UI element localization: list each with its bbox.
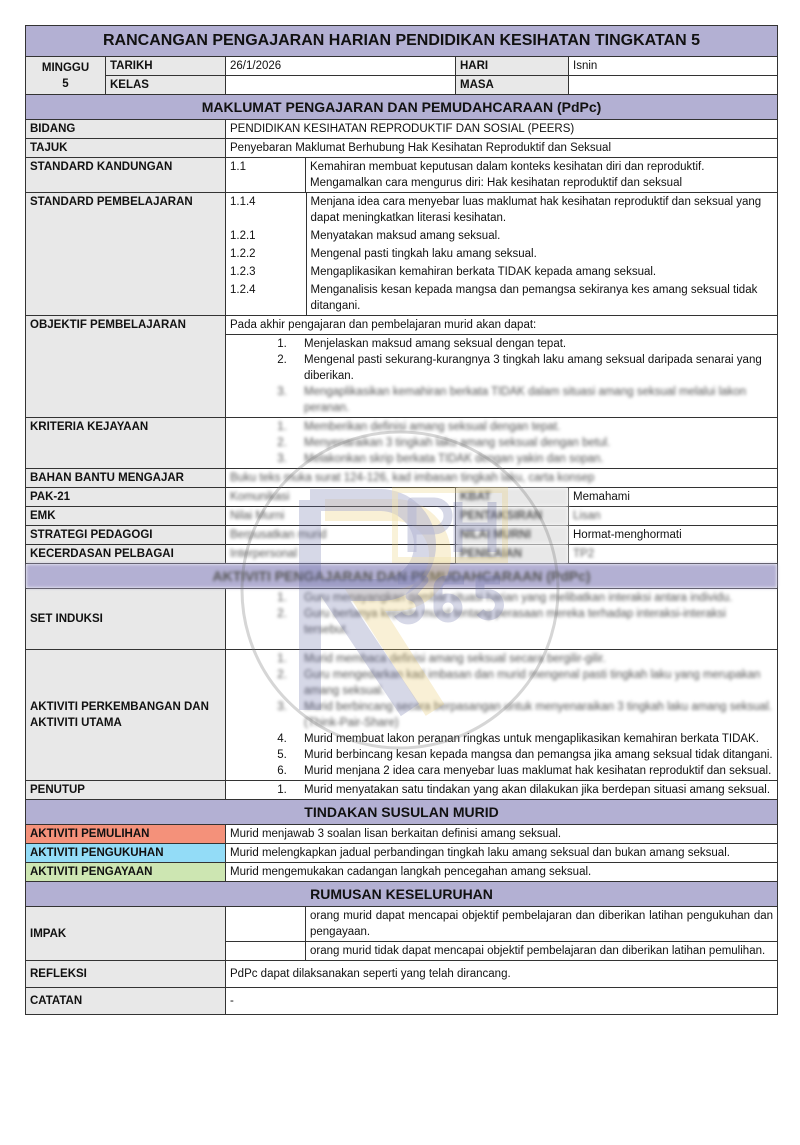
standard-kandungan-line: Mengamalkan cara mengurus diri: Hak kesihatan reproduktif dan seksual [310, 177, 683, 189]
hari-label: HARI [456, 57, 569, 76]
nilai-murni-label: NILAI MURNI [456, 526, 569, 545]
masa-value [569, 76, 778, 95]
kecerdasan-value: Interpersonal [226, 545, 456, 564]
bahan-label: BAHAN BANTU MENGAJAR [26, 469, 226, 488]
catatan-value: - [226, 988, 778, 1015]
sp-row [226, 245, 777, 263]
kelas-value [226, 76, 456, 95]
nilai-murni-value: Hormat-menghormati [569, 526, 778, 545]
penutup-label: PENUTUP [26, 781, 226, 800]
objektif-item: 3. Mengaplikasikan kemahiran berkata TIDAK dalam situasi amang seksual melalui lakon peranan. [290, 384, 773, 416]
impak-label: IMPAK [26, 907, 226, 961]
aktiviti-item: 5. Murid berbincang kesan kepada mangsa dan pemangsa jika amang seksual tidak ditangani. [290, 747, 773, 763]
bahan-value: Buku teks muka surat 124-126, kad imbasan tingkah laku, carta konsep [226, 469, 778, 488]
penilaian-value: TP2 [569, 545, 778, 564]
section-rumusan-header: RUMUSAN KESELURUHAN [26, 882, 778, 907]
impak-text-2: orang murid tidak dapat mencapai objektif pembelajaran dan diberikan latihan pemulihan. [306, 942, 778, 961]
aktiviti-utama-cell [226, 650, 778, 781]
objektif-list [230, 336, 773, 416]
sp-code: 1.2.4 [226, 281, 306, 315]
pengayaan-label: AKTIVITI PENGAYAAN [26, 863, 226, 882]
objektif-item: 2. Mengenal pasti sekurang-kurangnya 3 tingkah laku amang seksual daripada senarai yang diberikan. [290, 352, 773, 384]
kriteria-item: 2. Menyenaraikan 3 tingkah laku amang seksual dengan betul. [290, 435, 773, 451]
sp-text: Menjana idea cara menyebar luas maklumat hak kesihatan reproduktif dan seksual yang dapat meningkatkan literasi kesihatan. [310, 196, 762, 224]
aktiviti-item: 1. Murid membaca definisi amang seksual secara bergilir-gilir. [290, 651, 773, 667]
penutup-list [230, 782, 773, 798]
set-induksi-item: 1. Guru menayangkan gambar situasi harian yang melibatkan interaksi antara individu. [290, 590, 773, 606]
sp-row [226, 281, 777, 315]
refleksi-value: PdPc dapat dilaksanakan seperti yang telah dirancang. [226, 961, 778, 988]
kecerdasan-label: KECERDASAN PELBAGAI [26, 545, 226, 564]
kbat-value: Memahami [569, 488, 778, 507]
section-aktiviti-header: AKTIVITI PENGAJARAN DAN PEMUDAHCARAAN (PdPc) [26, 564, 778, 589]
tajuk-label: TAJUK [26, 139, 226, 158]
bidang-label: BIDANG [26, 120, 226, 139]
sp-row [226, 193, 777, 227]
aktiviti-utama-label: AKTIVITI PERKEMBANGAN DAN AKTIVITI UTAMA [26, 650, 226, 781]
objektif-list-cell [226, 335, 778, 418]
standard-kandungan-text [306, 158, 778, 193]
masa-label: MASA [456, 76, 569, 95]
set-induksi-cell [226, 589, 778, 650]
sp-code: 1.2.3 [226, 263, 306, 281]
pak21-value: Komunikasi [226, 488, 456, 507]
minggu-label: MINGGU [41, 61, 90, 74]
section-maklumat-header: MAKLUMAT PENGAJARAN DAN PEMUDAHCARAAN (PdPc) [26, 95, 778, 120]
standard-pembelajaran-label: STANDARD PEMBELAJARAN [26, 193, 226, 316]
sp-row [226, 227, 777, 245]
sp-text: Menyatakan maksud amang seksual. [310, 230, 501, 242]
pengayaan-value: Murid mengemukakan cadangan langkah pencegahan amang seksual. [226, 863, 778, 882]
sp-code: 1.2.2 [226, 245, 306, 263]
section-tindakan-header: TINDAKAN SUSULAN MURID [26, 800, 778, 825]
penutup-item: 1. Murid menyatakan satu tindakan yang akan dilakukan jika berdepan situasi amang seksual. [290, 782, 773, 798]
lesson-plan-table [25, 25, 778, 1015]
aktiviti-item: 3. Murid berbincang secara berpasangan untuk menyenaraikan 3 tingkah laku amang seksual. (Think-Pair-Share) [290, 699, 773, 731]
impak-text-1: orang murid dapat mencapai objektif pembelajaran dan diberikan latihan pengukuhan dan pengayaan. [306, 907, 778, 942]
kriteria-item: 3. Melakonkan skrip berkata TIDAK dengan yakin dan sopan. [290, 451, 773, 467]
standard-kandungan-label: STANDARD KANDUNGAN [26, 158, 226, 193]
document-title: RANCANGAN PENGAJARAN HARIAN PENDIDIKAN KESIHATAN TINGKATAN 5 [26, 26, 778, 57]
refleksi-label: REFLEKSI [26, 961, 226, 988]
standard-pembelajaran-grid [226, 193, 777, 315]
sp-text: Mengenal pasti tingkah laku amang seksual. [310, 248, 537, 260]
aktiviti-utama-list [230, 651, 773, 779]
objektif-intro: Pada akhir pengajaran dan pembelajaran murid akan dapat: [226, 316, 778, 335]
impak-count-2[interactable] [226, 942, 306, 961]
impak-count-1[interactable] [226, 907, 306, 942]
aktiviti-item: 6. Murid menjana 2 idea cara menyebar luas maklumat hak kesihatan reproduktif dan seksual. [290, 763, 773, 779]
aktiviti-item: 2. Guru mengedarkan kad imbasan dan murid mengenal pasti tingkah laku yang merupakan amang seksual. [290, 667, 773, 699]
pemulihan-label: AKTIVITI PEMULIHAN [26, 825, 226, 844]
emk-label: EMK [26, 507, 226, 526]
sp-code: 1.1.4 [226, 193, 306, 227]
aktiviti-item: 4. Murid membuat lakon peranan ringkas untuk mengaplikasikan kemahiran berkata TIDAK. [290, 731, 773, 747]
tarikh-value: 26/1/2026 [226, 57, 456, 76]
catatan-label: CATATAN [26, 988, 226, 1015]
kriteria-list-cell [226, 418, 778, 469]
sp-code: 1.2.1 [226, 227, 306, 245]
set-induksi-list [230, 590, 773, 638]
pengukuhan-value: Murid melengkapkan jadual perbandingan tingkah laku amang seksual dan bukan amang seksual. [226, 844, 778, 863]
kriteria-item: 1. Memberikan definisi amang seksual dengan tepat. [290, 419, 773, 435]
minggu-cell [26, 57, 106, 95]
strategi-label: STRATEGI PEDAGOGI [26, 526, 226, 545]
sp-text: Mengaplikasikan kemahiran berkata TIDAK kepada amang seksual. [310, 266, 657, 278]
hari-value: Isnin [569, 57, 778, 76]
penutup-cell [226, 781, 778, 800]
penilaian-label: PENILAIAN [456, 545, 569, 564]
pentaksiran-value: Lisan [569, 507, 778, 526]
emk-value: Nilai Murni [226, 507, 456, 526]
set-induksi-item: 2. Guru bertanya kepada murid tentang perasaan mereka terhadap interaksi-interaksi tersebut. [290, 606, 773, 638]
minggu-value: 5 [62, 77, 69, 90]
bidang-value: PENDIDIKAN KESIHATAN REPRODUKTIF DAN SOSIAL (PEERS) [226, 120, 778, 139]
kbat-label: KBAT [456, 488, 569, 507]
pemulihan-value: Murid menjawab 3 soalan lisan berkaitan definisi amang seksual. [226, 825, 778, 844]
strategi-value: Berpusatkan murid [226, 526, 456, 545]
tajuk-value: Penyebaran Maklumat Berhubung Hak Kesihatan Reproduktif dan Seksual [226, 139, 778, 158]
standard-pembelajaran-cell [226, 193, 778, 316]
tarikh-label: TARIKH [106, 57, 226, 76]
kriteria-list [230, 419, 773, 467]
pentaksiran-label: PENTAKSIRAN [456, 507, 569, 526]
kriteria-label: KRITERIA KEJAYAAN [26, 418, 226, 469]
objektif-item: 1. Menjelaskan maksud amang seksual dengan tepat. [290, 336, 773, 352]
standard-kandungan-code: 1.1 [226, 158, 306, 193]
sp-text: Menganalisis kesan kepada mangsa dan pemangsa sekiranya kes amang seksual tidak ditangani. [310, 284, 758, 312]
lesson-plan-sheet [25, 25, 777, 1015]
objektif-label: OBJEKTIF PEMBELAJARAN [26, 316, 226, 418]
kelas-label: KELAS [106, 76, 226, 95]
set-induksi-label: SET INDUKSI [26, 589, 226, 650]
standard-kandungan-line: Kemahiran membuat keputusan dalam konteks kesihatan diri dan reproduktif. [310, 161, 705, 173]
pak21-label: PAK-21 [26, 488, 226, 507]
sp-row [226, 263, 777, 281]
pengukuhan-label: AKTIVITI PENGUKUHAN [26, 844, 226, 863]
